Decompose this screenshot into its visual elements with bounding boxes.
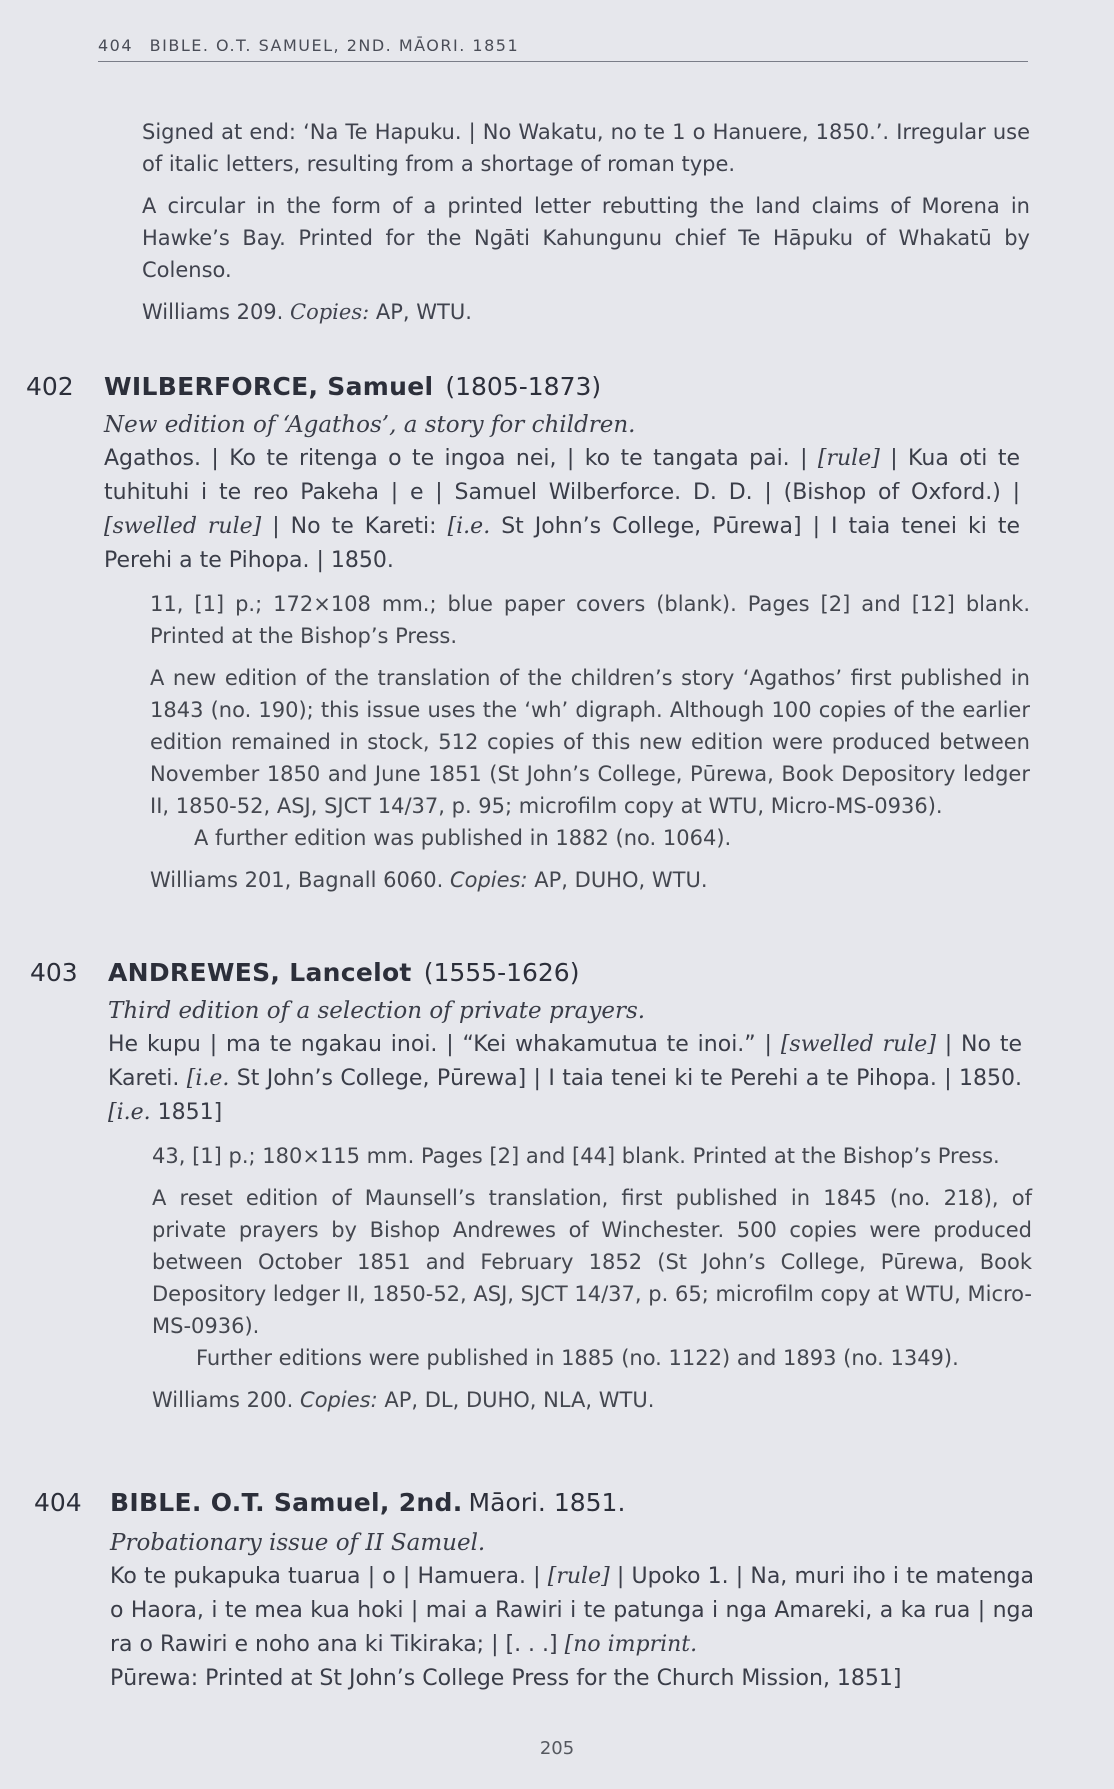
- intro-signature-note: Signed at end: ‘Na Te Hapuku. | No Wakatu, no te 1 o Hanuere, 1850.’. Irregular use of italic letters, resulting from a shortage of roman type.: [142, 120, 1030, 176]
- entry-403-dates: (1555-1626): [423, 958, 580, 987]
- entry-403-collation: 43, [1] p.; 180×115 mm. Pages [2] and [44] blank. Printed at the Bishop’s Press.: [152, 1144, 1000, 1168]
- entry-403-heading: [108, 956, 579, 990]
- entry-403-subtitle: Third edition of a selection of private prayers.: [108, 998, 646, 1024]
- entry-403-further: Further editions were published in 1885 (no. 1122) and 1893 (no. 1349).: [196, 1346, 959, 1370]
- entry-403-copies-label: Copies:: [300, 1388, 378, 1412]
- intro-refs: Williams 209.: [142, 300, 284, 324]
- entry-number-404: 404: [34, 1488, 82, 1517]
- entry-402-heading: [104, 370, 601, 404]
- entry-402-dates: (1805-1873): [445, 372, 602, 401]
- entry-403-title-part-b: | No te Kareti.: [108, 1032, 1022, 1091]
- entry-402-further: A further edition was published in 1882 (no. 1064).: [194, 826, 732, 850]
- entry-402-ie-note: [i.e.: [447, 514, 491, 539]
- intro-references: [142, 296, 1030, 328]
- entry-402-note: A new edition of the translation of the children’s story ‘Agathos’ first published in 1843 (no. 190); this issue uses the ‘wh’ digraph. Although 100 copies of the earlier edition remained in stock, 512 copies of this new edition were produced between November 1850 and June 1851 (St John’s College, Pūrewa, Book Depository ledger II, 1850-52, ASJ, SJCT 14/37, p. 95; microfilm copy at WTU, Micro-MS-0936).: [150, 666, 1030, 818]
- intro-description: A circular in the form of a printed letter rebutting the land claims of Morena in Hawke’s Bay. Printed for the Ngāti Kahungunu chief Te Hāpuku of Whakatū by Colenso.: [142, 194, 1030, 282]
- entry-404-rule-note: [rule]: [547, 1564, 610, 1589]
- entry-402-copies: AP, DUHO, WTU.: [534, 868, 708, 892]
- entry-404-title-transcription: [110, 1560, 1034, 1696]
- entry-403-title-part-c: St John’s College, Pūrewa] | I taia tenei ki te Perehi a te Pihopa. | 1850.: [229, 1066, 1022, 1091]
- page-folio-number: 205: [539, 1738, 575, 1759]
- entry-403-references: [152, 1384, 1032, 1416]
- entry-404-title-part-c: Pūrewa: Printed at St John’s College Press for the Church Mission, 1851]: [110, 1666, 902, 1691]
- entry-402-rule-note: [rule]: [817, 446, 880, 471]
- entry-402-copies-label: Copies:: [449, 868, 528, 892]
- entry-404-heading: [110, 1486, 625, 1520]
- entry-403-title-transcription: [108, 1028, 1022, 1130]
- entry-402-description: [150, 588, 1030, 906]
- entry-403-note: A reset edition of Maunsell’s translation, first published in 1845 (no. 218), of private prayers by Bishop Andrewes of Winchester. 500 copies were produced between October 1851 and February 1852 (St John’s College, Pūrewa, Book Depository ledger II, 1850-52, ASJ, SJCT 14/37, p. 65; microfilm copy at WTU, Micro-MS-0936).: [152, 1186, 1032, 1338]
- intro-copies-label: Copies:: [290, 300, 370, 324]
- entry-403-title-part-d: 1851]: [150, 1100, 223, 1125]
- entry-403-swelled-rule-note: [swelled rule]: [780, 1032, 936, 1057]
- entry-402-refs: Williams 201, Bagnall 6060.: [150, 868, 444, 892]
- entry-404-subtitle: Probationary issue of II Samuel.: [110, 1530, 486, 1556]
- running-head-page-number: 404: [98, 36, 134, 55]
- entry-402-collation: 11, [1] p.; 172×108 mm.; blue paper covers (blank). Pages [2] and [12] blank. Printed at the Bishop’s Press.: [150, 592, 1030, 648]
- entry-402-title-part-a: Agathos. | Ko te ritenga o te ingoa nei, | ko te tangata pai. |: [104, 446, 818, 471]
- entry-402-author: WILBERFORCE, Samuel: [104, 372, 434, 401]
- entry-403-author: ANDREWES, Lancelot: [108, 958, 412, 987]
- intro-copies: AP, WTU.: [375, 300, 472, 324]
- entry-402-title-part-d: St John’s College, Pūrewa] | I taia tenei ki te Perehi a te Pihopa. | 1850.: [104, 514, 1020, 573]
- entry-404-title-part-b: | Upoko 1. | Na, muri iho i te matenga o Haora, i te mea kua hoki | mai a Rawiri i te patunga i nga Amareki, a ka rua | nga ra o Rawiri e noho ana ki Tikiraka; | [. . .]: [110, 1564, 1034, 1657]
- entry-402-swelled-rule-note: [swelled rule]: [104, 514, 262, 539]
- entry-number-402: 402: [26, 372, 74, 401]
- entry-403-title-part-a: He kupu | ma te ngakau inoi. | “Kei whakamutua te inoi.” |: [108, 1032, 781, 1057]
- entry-403-refs: Williams 200.: [152, 1388, 294, 1412]
- entry-number-403: 403: [30, 958, 78, 987]
- entry-404-title-part-a: Ko te pukapuka tuarua | o | Hamuera. |: [110, 1564, 548, 1589]
- entry-404-author: BIBLE. O.T. Samuel, 2nd.: [110, 1488, 463, 1517]
- entry-404-no-imprint-note: [no imprint.: [564, 1632, 698, 1657]
- running-head-title: BIBLE. O.T. SAMUEL, 2ND. MĀORI. 1851: [149, 36, 520, 55]
- entry-403-ie-note-2: [i.e.: [108, 1100, 151, 1125]
- entry-402-title-transcription: [104, 442, 1020, 578]
- entry-404-language-year: Māori. 1851.: [468, 1488, 626, 1517]
- entry-402-references: [150, 864, 1030, 896]
- entry-402-title-part-b: | Kua oti te tuhituhi i te reo Pakeha | e | Samuel Wilberforce. D. D. | (Bishop of Oxford.) |: [104, 446, 1020, 505]
- entry-403-copies: AP, DL, DUHO, NLA, WTU.: [384, 1388, 655, 1412]
- entry-403-description: [152, 1140, 1032, 1426]
- running-head: [98, 36, 1028, 62]
- entry-402-subtitle: New edition of ‘Agathos’, a story for children.: [104, 412, 636, 438]
- previous-entry-continuation: [142, 116, 1030, 328]
- entry-402-title-part-c: | No te Kareti:: [261, 514, 448, 539]
- entry-403-ie-note: [i.e.: [186, 1066, 230, 1091]
